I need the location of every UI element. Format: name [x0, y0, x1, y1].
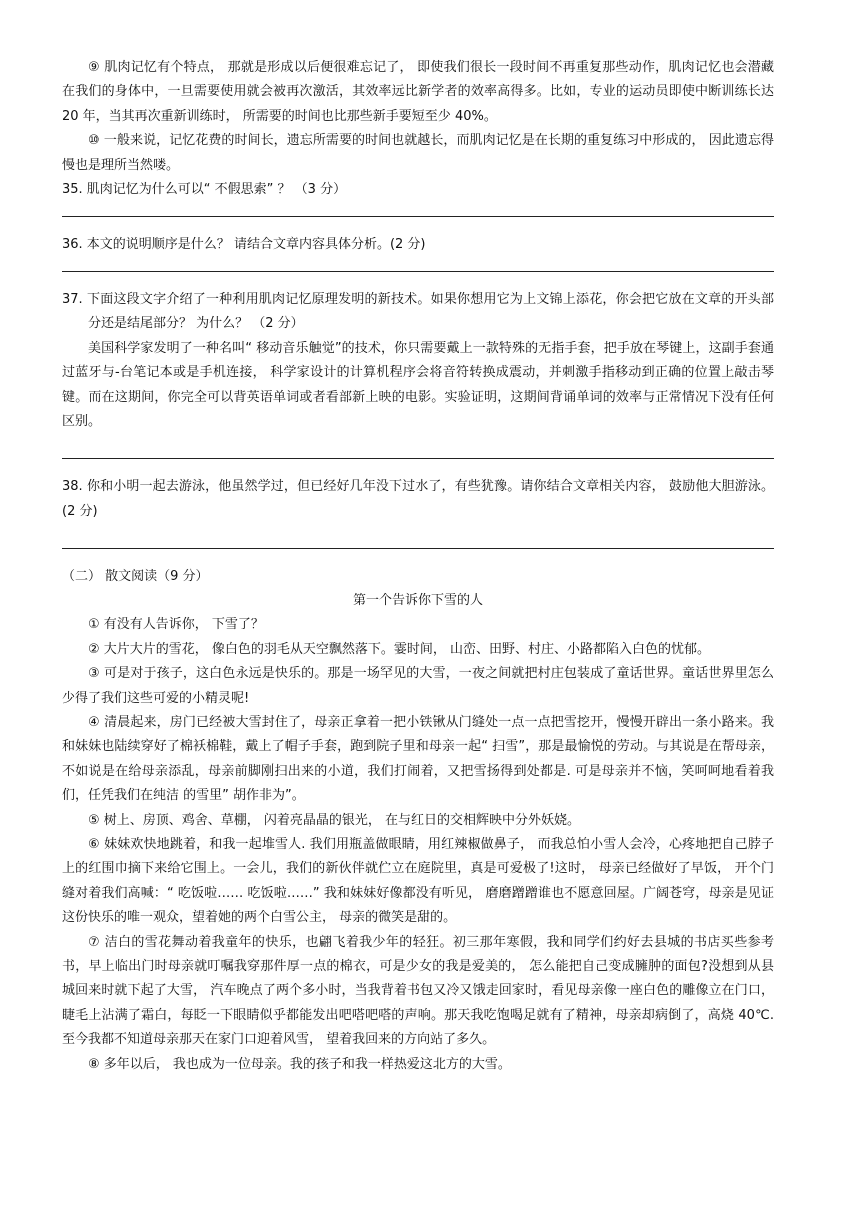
question-36: 36. 本文的说明顺序是什么？ 请结合文章内容具体分析。(2 分) — [62, 237, 426, 253]
essay-paragraph-4: ④ 清晨起来，房门已经被大雪封住了，母亲正拿着一把小铁锹从门缝处一点一点把雪挖开，慢慢开辟出一条小路来。我和妹妹也陆续穿好了棉袄棉鞋，戴上了帽子手套，跑到院子里和母亲一起“ 扫雪”，那是最愉悦的劳动。与其说是在帮母亲，不如说是在给母亲添乱，母亲前脚刚扫出来的小道，我们打闹着，又把雪扬得到处都是. 可是母亲并不恼，笑呵呵地看着我们，任凭我们在纯洁 的雪里” 胡作非为”。 — [62, 714, 774, 804]
essay-paragraph-7: ⑦ 洁白的雪花舞动着我童年的快乐，也翩飞着我少年的轻狂。初三那年寒假，我和同学们约好去县城的书店买些参考书，早上临出门时母亲就叮嘱我穿那件厚一点的棉衣，可是少女的我是爱美的， 怎么能把自己变成臃肿的面包?没想到从县城回来时就下起了大雪， 汽车晚点了两个多小时，当我背着书包又冷又饿走回家时，看见母亲像一座白色的雕像立在门口，睫毛上沾满了霜白，每眨一下眼睛似乎都能发出吧嗒吧嗒的声响。那天我吃饱喝足就有了精神，母亲却病倒了，高烧 40℃.至今我都不知道母亲那天在家门口迎着风雪， 望着我回来的方向站了多久。 — [62, 934, 774, 1048]
answer-line-36[interactable] — [62, 271, 774, 272]
article-title: 第一个告诉你下雪的人 — [352, 593, 483, 609]
question-38: 38. 你和小明一起去游泳，他虽然学过，但已经好几年没下过水了，有些犹豫。请你结合文章相关内容， 鼓励他大胆游泳。(2 分) — [62, 479, 774, 519]
section-heading: （二） 散文阅读（9 分） — [62, 569, 209, 585]
paragraph-10: ⑩ 一般来说，记忆花费的时间长，遗忘所需要的时间也就越长，而肌肉记忆是在长期的重复练习中形成的， 因此遗忘得慢也是理所当然喽。 — [62, 133, 774, 173]
essay-paragraph-2: ② 大片大片的雪花， 像白色的羽毛从天空飘然落下。霎时间， 山峦、田野、村庄、小路都陷入白色的忧郁。 — [88, 641, 711, 657]
question-37-passage: 美国科学家发明了一种名叫“ 移动音乐触觉”的技术，你只需要戴上一款特殊的无指手套，把手放在琴键上，这副手套通过蓝牙与-台笔记本或是手机连接， 科学家设计的计算机程序会将音符转换成震动，并刺激手指移动到正确的位置上敲击琴键。而在这期间，你完全可以背英语单词或者看部新上映的电影。实验证明，这期间背诵单词的效率与正常情况下没有任何区别。 — [62, 340, 774, 430]
paragraph-9: ⑨ 肌肉记忆有个特点， 那就是形成以后便很难忘记了， 即使我们很长一段时间不再重复那些动作，肌肉记忆也会潜藏在我们的身体中，一旦需要使用就会被再次激活，其效率远比新学者的效率高得多。比如，专业的运动员即使中断训练长达 20 年，当其再次重新训练时， 所需要的时间也比那些新手要短至少 40%。 — [62, 60, 774, 124]
answer-line-35[interactable] — [62, 216, 774, 217]
question-35: 35. 肌肉记忆为什么可以“ 不假思索” ？ （3 分） — [62, 182, 347, 198]
essay-paragraph-8: ⑧ 多年以后， 我也成为一位母亲。我的孩子和我一样热爱这北方的大雪。 — [88, 1056, 511, 1072]
essay-paragraph-6: ⑥ 妹妹欢快地跳着，和我一起堆雪人. 我们用瓶盖做眼睛，用红辣椒做鼻子， 而我总怕小雪人会冷，心疼地把自己脖子上的红围巾摘下来给它围上。一会儿，我们的新伙伴就伫立在庭院里，真是可爱极了!这时， 母亲已经做好了早饭， 开个门缝对着我们高喊：“ 吃饭啦…… 吃饭啦……” 我和妹妹好像都没有听见， 磨磨蹭蹭谁也不愿意回屋。广阔苍穹，母亲是见证这份快乐的唯一观众，望着她的两个白雪公主， 母亲的微笑是甜的。 — [62, 836, 774, 926]
essay-paragraph-1: ① 有没有人告诉你， 下雪了？ — [88, 617, 264, 633]
question-37: 37. 下面这段文字介绍了一种利用肌肉记忆原理发明的新技术。如果你想用它为上文锦上添花，你会把它放在文章的开头部分还是结尾部分？ 为什么？ （2 分） — [62, 292, 774, 332]
answer-line-38[interactable] — [62, 548, 774, 549]
essay-paragraph-5: ⑤ 树上、房顶、鸡舍、草棚， 闪着亮晶晶的银光， 在与红日的交相辉映中分外妖娆。 — [88, 812, 581, 828]
answer-line-37[interactable] — [62, 458, 774, 459]
essay-paragraph-3: ③ 可是对于孩子，这白色永远是快乐的。那是一场罕见的大雪，一夜之间就把村庄包装成了童话世界。童话世界里怎么少得了我们这些可爱的小精灵呢! — [62, 666, 774, 706]
exam-page — [62, 56, 774, 1077]
